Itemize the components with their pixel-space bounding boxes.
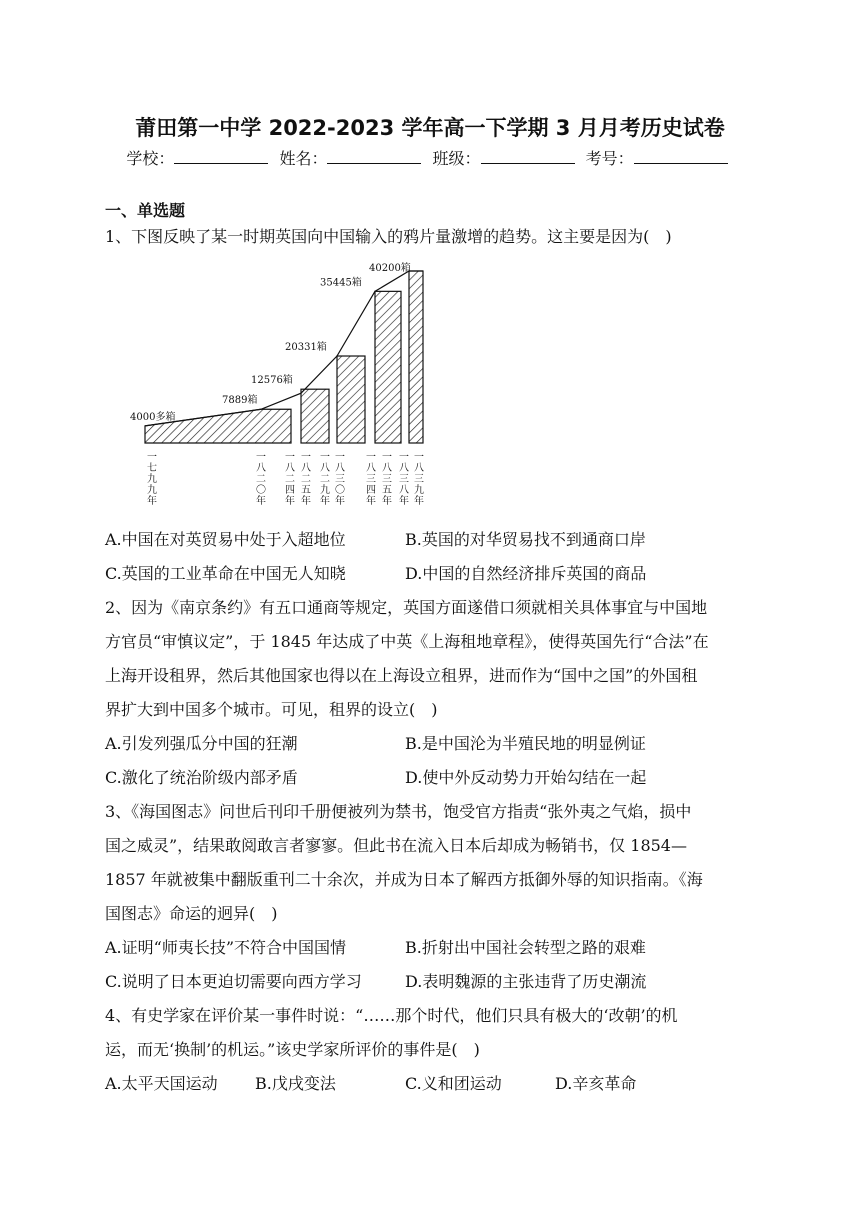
data-label: 4000多箱: [130, 411, 176, 423]
x-tick-label: 年: [399, 496, 409, 507]
x-tick-label: 二: [256, 474, 266, 485]
x-tick-label: 年: [285, 496, 295, 507]
q2-option-a[interactable]: A.引发列强瓜分中国的狂潮: [105, 734, 298, 753]
x-tick-label: 四: [285, 485, 295, 496]
x-tick-label: 一: [382, 452, 392, 463]
x-tick-label: 年: [301, 496, 311, 507]
question-2-line-1: 2、因为《南京条约》有五口通商等规定，英国方面遂借口须就相关具体事宜与中国地: [105, 598, 708, 617]
q1-option-c[interactable]: C.英国的工业革命在中国无人知晓: [105, 564, 346, 583]
x-tick-label: 八: [366, 463, 376, 474]
q3-option-a[interactable]: A.证明“师夷长技”不符合中国国情: [105, 938, 347, 957]
name-label: 姓名：: [279, 149, 328, 168]
question-3-line-4: 国图志》命运的迥异( ): [105, 904, 278, 923]
x-tick-label: 八: [382, 463, 392, 474]
bar-4: [375, 291, 401, 443]
data-label: 12576箱: [251, 375, 293, 387]
data-label: 40200箱: [369, 263, 411, 274]
x-tick-label: 八: [301, 463, 311, 474]
q4-option-a[interactable]: A.太平天国运动: [105, 1074, 218, 1093]
x-tick-label: 年: [366, 496, 376, 507]
x-tick-label: 二: [320, 474, 330, 485]
x-tick-label: 年: [320, 496, 330, 507]
q1-option-d[interactable]: D.中国的自然经济排斥英国的商品: [405, 564, 647, 583]
exam-title: 莆田第一中学 2022-2023 学年高一下学期 3 月月考历史试卷: [135, 116, 725, 140]
q4-option-c[interactable]: C.义和团运动: [405, 1074, 502, 1093]
x-tick-label: 一: [256, 452, 266, 463]
x-tick-label: 八: [399, 463, 409, 474]
x-tick-label: 二: [285, 474, 295, 485]
x-tick-label: 年: [256, 496, 266, 507]
bar-5: [409, 271, 423, 443]
question-2-line-4: 界扩大到中国多个城市。可见，租界的设立( ): [105, 700, 438, 719]
q2-option-c[interactable]: C.激化了统治阶级内部矛盾: [105, 768, 298, 787]
data-label: 20331箱: [285, 342, 327, 354]
x-tick-label: 八: [399, 485, 409, 496]
x-tick-label: 四: [366, 485, 376, 496]
x-tick-label: 九: [147, 474, 157, 485]
q3-option-c[interactable]: C.说明了日本更迫切需要向西方学习: [105, 972, 362, 991]
data-label: 7889箱: [222, 395, 258, 407]
x-tick-label: 九: [147, 485, 157, 496]
q3-option-b[interactable]: B.折射出中国社会转型之路的艰难: [405, 938, 646, 957]
x-tick-label: 八: [285, 463, 295, 474]
question-4-line-1: 4、有史学家在评价某一事件时说：“……那个时代，他们只具有极大的‘改朝’的机: [105, 1006, 678, 1025]
question-3-line-3: 1857 年就被集中翻版重刊二十余次，并成为日本了解西方抵御外辱的知识指南。《海: [105, 870, 703, 889]
x-tick-label: 一: [366, 452, 376, 463]
class-blank[interactable]: [481, 149, 575, 164]
x-tick-label: 年: [147, 496, 157, 507]
q4-option-b[interactable]: B.戊戌变法: [255, 1074, 336, 1093]
x-tick-label: 一: [320, 452, 330, 463]
question-3-line-1: 3、《海国图志》问世后刊印千册便被列为禁书，饱受官方指责“张外夷之气焰，损中: [105, 802, 692, 821]
student-info-row: [0, 146, 860, 169]
question-2-line-3: 上海开设租界，然后其他国家也得以在上海设立租界，进而作为“国中之国”的外国租: [105, 666, 698, 685]
x-tick-label: 八: [256, 463, 266, 474]
bar-3: [337, 356, 365, 443]
x-tick-label: 〇: [256, 485, 266, 496]
x-tick-label: 二: [301, 474, 311, 485]
bar-2: [301, 389, 329, 443]
x-tick-label: 年: [335, 496, 345, 507]
q2-option-d[interactable]: D.使中外反动势力开始勾结在一起: [405, 768, 647, 787]
q2-option-b[interactable]: B.是中国沦为半殖民地的明显例证: [405, 734, 646, 753]
question-4-line-2: 运，而无‘换制’的机运。”该史学家所评价的事件是( ): [105, 1040, 480, 1059]
x-tick-label: 〇: [335, 485, 345, 496]
x-tick-label: 八: [320, 463, 330, 474]
question-3-line-2: 国之威灵”，结果敢阅敢言者寥寥。但此书在流入日本后却成为畅销书，仅 1854—: [105, 836, 687, 855]
x-tick-label: 九: [320, 485, 330, 496]
data-label: 35445箱: [320, 277, 362, 289]
x-tick-label: 三: [414, 474, 424, 485]
x-tick-label: 三: [366, 474, 376, 485]
exam-number-label: 考号：: [585, 149, 634, 168]
x-tick-label: 一: [301, 452, 311, 463]
x-tick-label: 七: [147, 463, 157, 474]
question-1-stem: 1、下图反映了某一时期英国向中国输入的鸦片量激增的趋势。这主要是因为( ): [105, 227, 672, 246]
q1-option-b[interactable]: B.英国的对华贸易找不到通商口岸: [405, 530, 646, 549]
q3-option-d[interactable]: D.表明魏源的主张违背了历史潮流: [405, 972, 647, 991]
school-blank[interactable]: [174, 149, 268, 164]
x-tick-label: 八: [414, 463, 424, 474]
class-label: 班级：: [432, 149, 481, 168]
x-tick-label: 八: [335, 463, 345, 474]
x-tick-label: 五: [301, 485, 311, 496]
x-tick-label: 九: [414, 485, 424, 496]
x-tick-label: 三: [399, 474, 409, 485]
x-tick-label: 一: [335, 452, 345, 463]
x-tick-label: 年: [414, 496, 424, 507]
x-tick-label: 三: [382, 474, 392, 485]
x-tick-label: 三: [335, 474, 345, 485]
name-blank[interactable]: [327, 149, 421, 164]
exam-number-blank[interactable]: [634, 149, 728, 164]
opium-import-chart: [120, 255, 440, 511]
school-label: 学校：: [126, 149, 175, 168]
x-tick-label: 一: [285, 452, 295, 463]
section-heading: 一、单选题: [105, 201, 186, 220]
x-tick-label: 五: [382, 485, 392, 496]
x-tick-label: 一: [414, 452, 424, 463]
x-tick-label: 一: [147, 452, 157, 463]
question-2-line-2: 方官员“审慎议定”，于 1845 年达成了中英《上海租地章程》，使得英国先行“合法”在: [105, 632, 709, 651]
x-tick-label: 年: [382, 496, 392, 507]
x-tick-label: 一: [399, 452, 409, 463]
q1-option-a[interactable]: A.中国在对英贸易中处于入超地位: [105, 530, 346, 549]
q4-option-d[interactable]: D.辛亥革命: [555, 1074, 637, 1093]
